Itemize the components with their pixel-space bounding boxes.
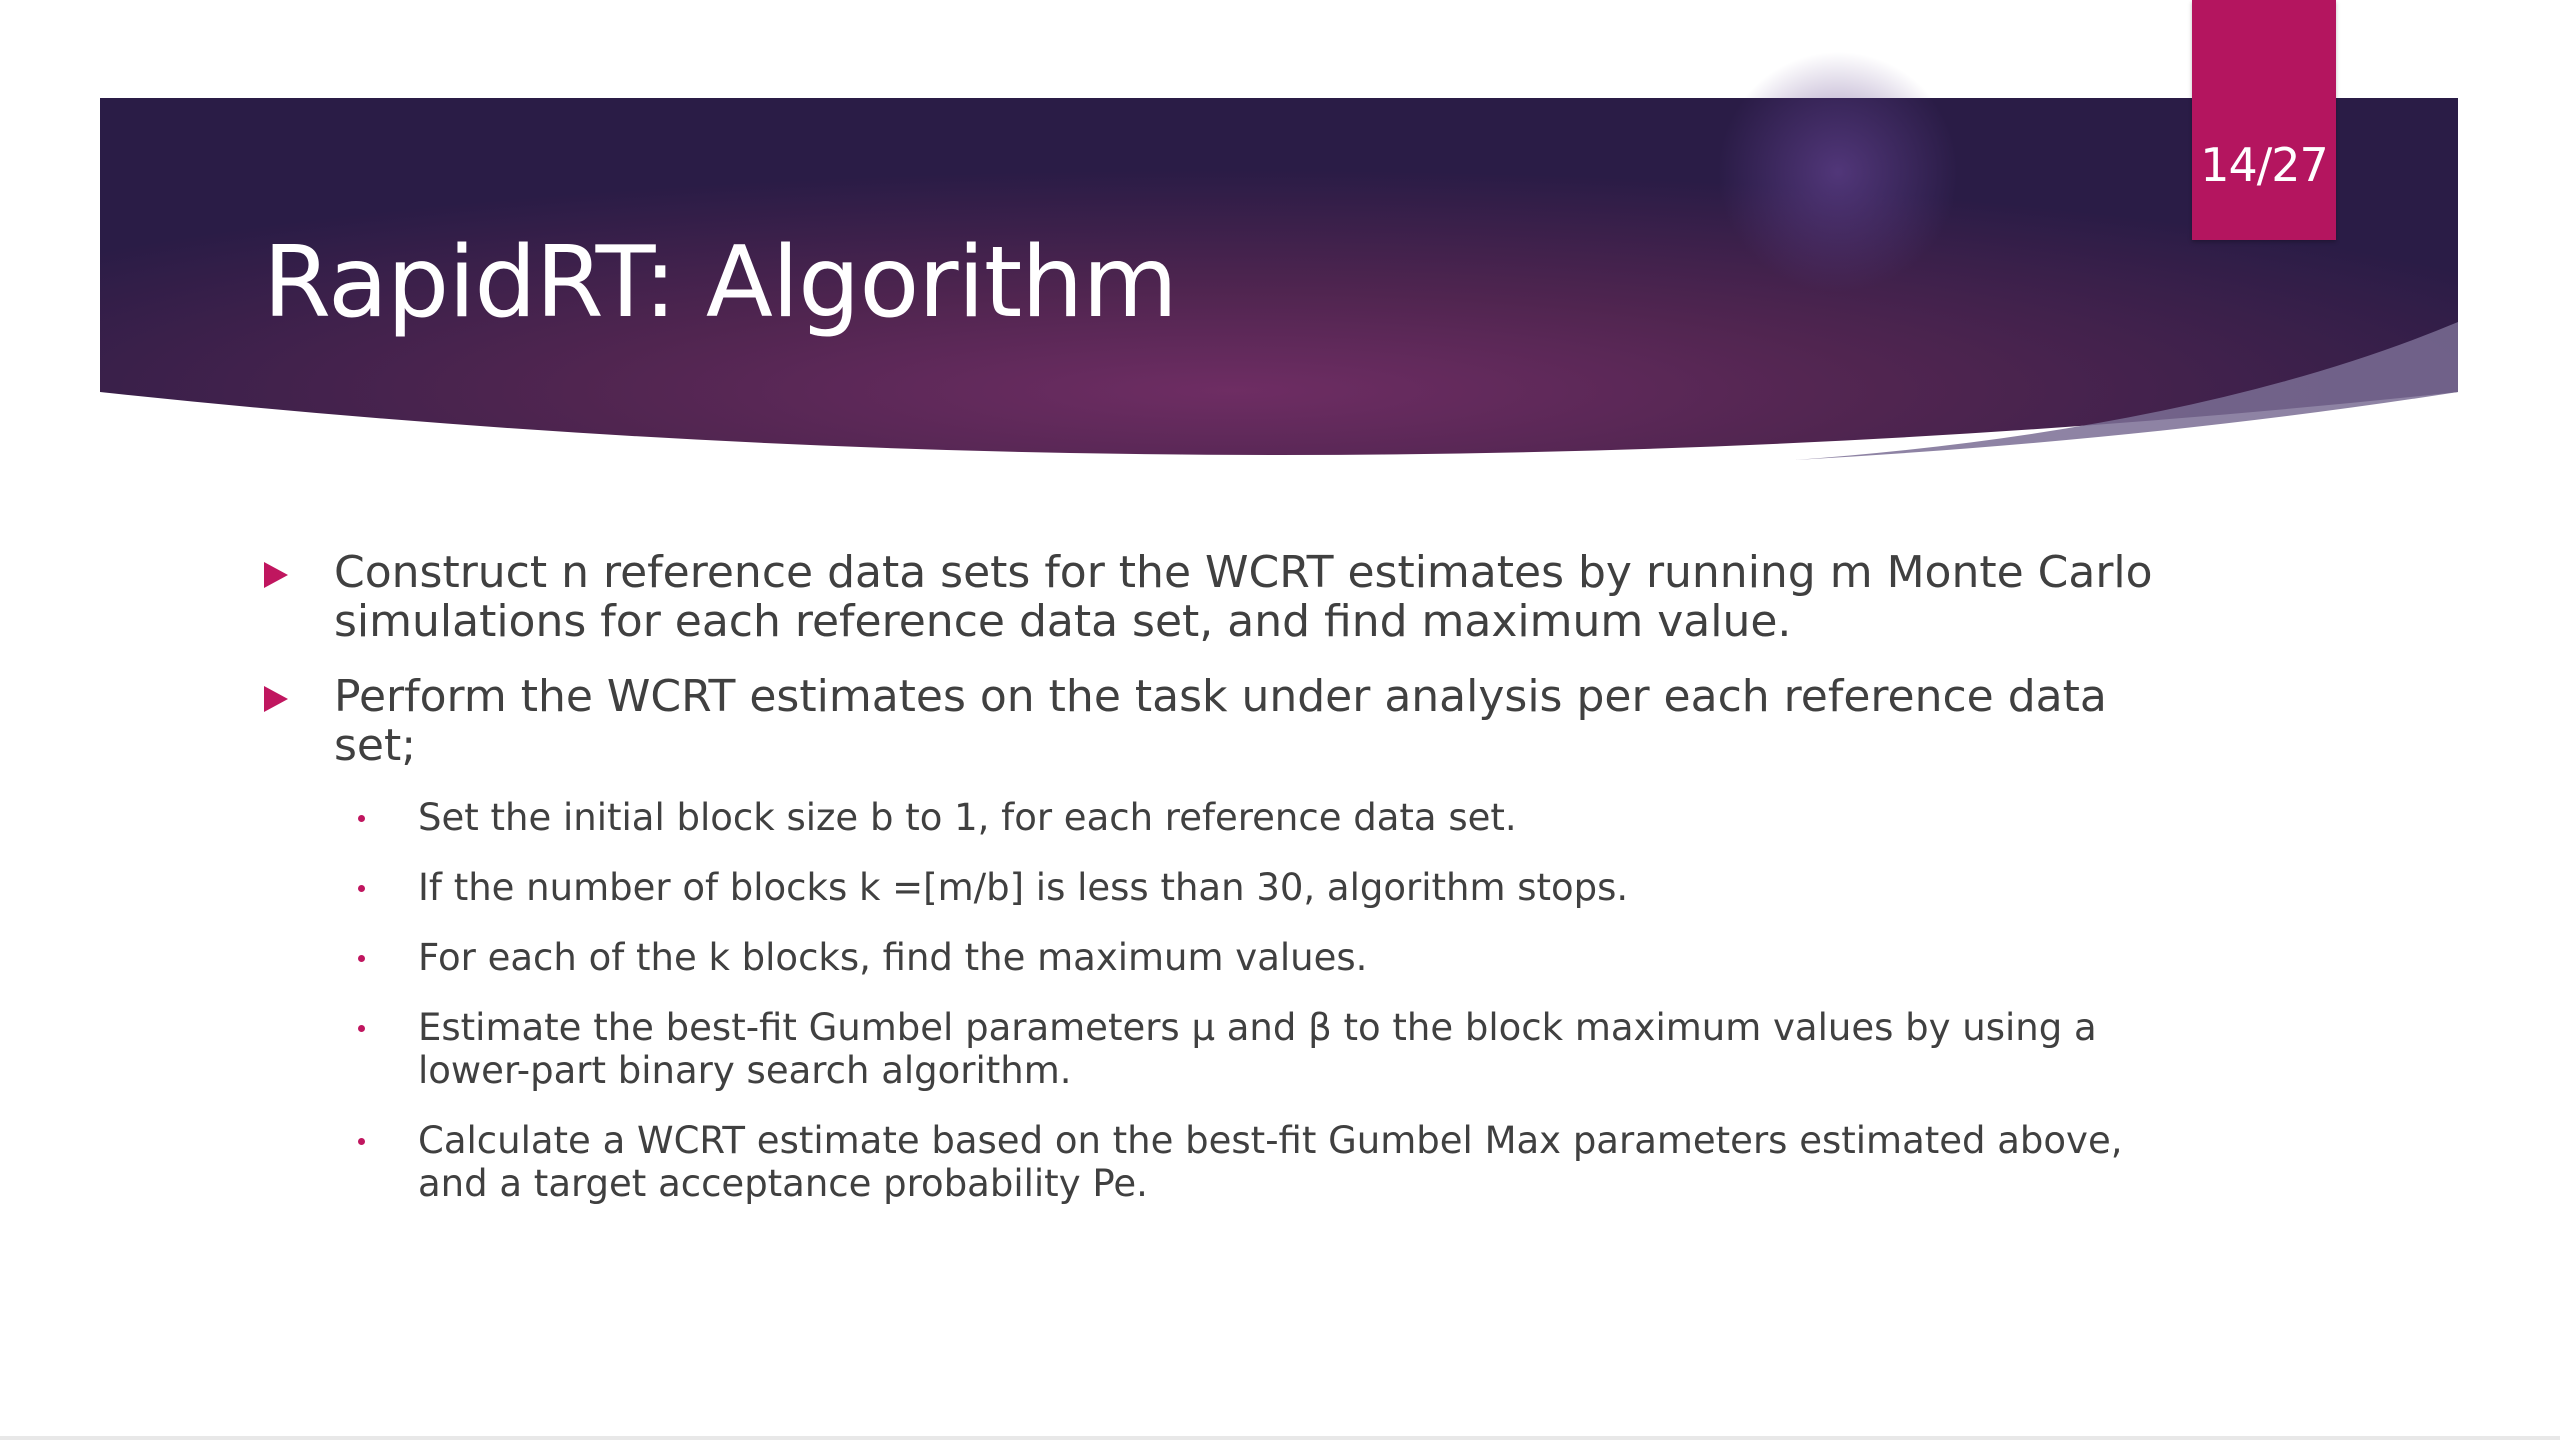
bullet-item	[262, 548, 2162, 646]
triangle-right-icon	[264, 686, 288, 712]
dot-icon	[358, 885, 365, 892]
sub-bullet-item	[262, 866, 2162, 909]
dot-icon	[358, 1138, 365, 1145]
sub-bullet-item	[262, 796, 2162, 839]
sub-bullet-text: Estimate the best-fit Gumbel parameters μ and β to the block maximum values by using a lower-part binary search algorithm.	[418, 1006, 2097, 1092]
dot-icon	[358, 815, 365, 822]
sub-bullet-text: Set the initial block size b to 1, for each reference data set.	[418, 796, 1517, 839]
bullet-text: Perform the WCRT estimates on the task under analysis per each reference data set;	[334, 671, 2107, 771]
slide-title: RapidRT: Algorithm	[263, 226, 1177, 340]
page-number: 14/27	[2200, 138, 2328, 192]
page-number-tab	[2192, 0, 2336, 240]
sub-bullet-text: For each of the k blocks, find the maximum values.	[418, 936, 1368, 979]
sub-bullet-item	[262, 936, 2162, 979]
sub-bullet-text: If the number of blocks k =[m/b] is less than 30, algorithm stops.	[418, 866, 1629, 909]
sub-bullet-text: Calculate a WCRT estimate based on the best-fit Gumbel Max parameters estimated above, and a target acceptance probability Pe.	[418, 1119, 2123, 1205]
sub-bullet-item	[262, 1006, 2162, 1092]
banner-glow	[1718, 52, 1958, 292]
triangle-right-icon	[264, 562, 288, 588]
bottom-divider	[0, 1436, 2560, 1440]
bullet-list	[262, 548, 2162, 1232]
bullet-item	[262, 672, 2162, 770]
dot-icon	[358, 1025, 365, 1032]
bullet-text: Construct n reference data sets for the WCRT estimates by running m Monte Carlo simulations for each reference data set, and find maximum value.	[334, 547, 2153, 647]
sub-bullet-item	[262, 1119, 2162, 1205]
dot-icon	[358, 955, 365, 962]
